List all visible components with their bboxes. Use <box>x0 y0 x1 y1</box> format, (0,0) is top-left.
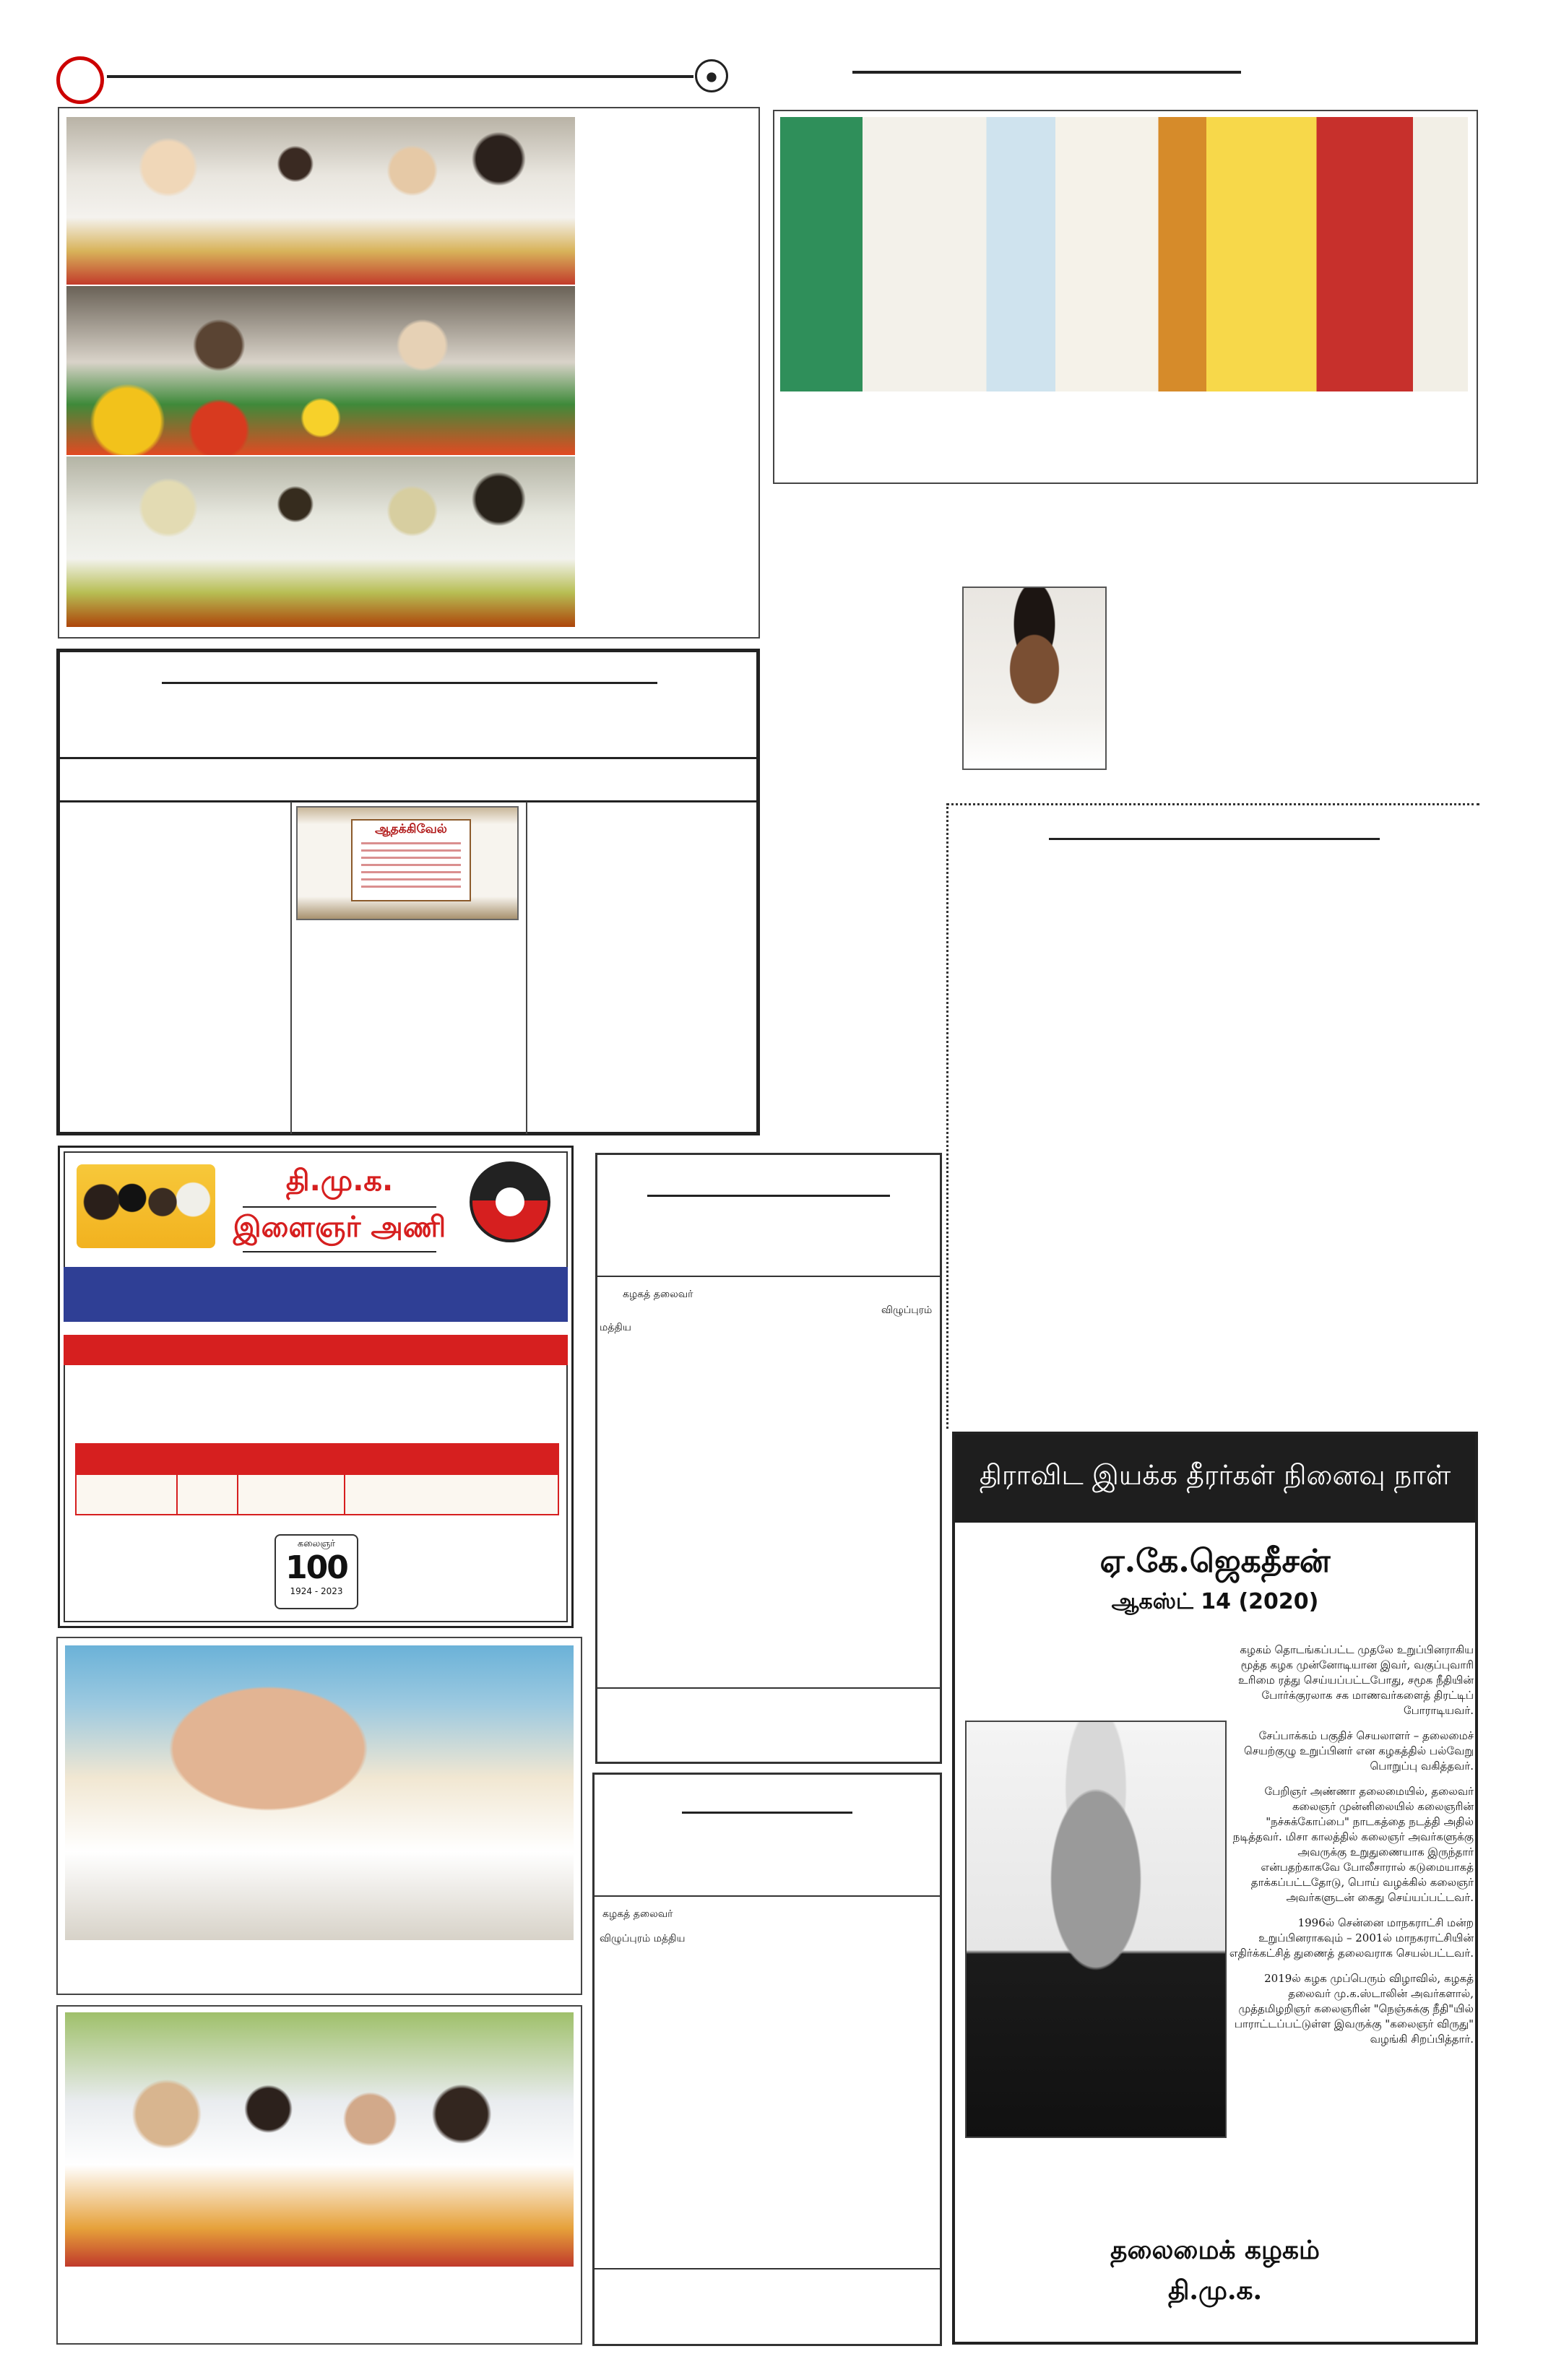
photo-portrait <box>962 587 1107 770</box>
notice-board-divider-1 <box>58 757 758 759</box>
youth-wing-name-rule-bottom <box>243 1251 436 1252</box>
masthead-rule <box>107 75 693 78</box>
notice-box-2-place-line: விழுப்புரம் மத்திய <box>600 1933 686 1944</box>
notice-box-1-region: மத்திய <box>600 1322 631 1333</box>
memorial-name: ஏ.கே.ஜெகதீசன் <box>1099 1543 1331 1580</box>
photo-ceremony <box>65 2012 574 2267</box>
notice-box-2 <box>592 1773 942 2346</box>
schedule-col-line-3 <box>344 1443 345 1515</box>
right-dotted-box <box>946 803 1479 1429</box>
memorial-paragraph: 1996ல் சென்னை மாநகராட்சி மன்ற உறுப்பினராகவும் – 2001ல் மாநகராட்சியின் எதிர்க்கட்சித் துணைத் தலைவராக செயல்பட்டவர். <box>1229 1916 1474 1960</box>
notice-box-1-place: விழுப்புரம் <box>881 1304 933 1316</box>
photo-kalaignar-banner-tribute <box>65 1645 574 1940</box>
centenary-number: 100 <box>285 1549 347 1586</box>
kalaignar-100-logo <box>275 1534 358 1609</box>
memorial-paragraph: 2019ல் கழக முப்பெரும் விழாவில், கழகத் தலைவர் மு.க.ஸ்டாலின் அவர்களால், முத்தமிழறிஞர் கலைஞரின் "நெஞ்சுக்கு நீதி"யில் பாராட்டப்பட்டுள்ள இவருக்கு "கலைஞர் விருது" வழங்கி சிறப்பித்தார். <box>1234 1972 1474 2046</box>
centenary-years: 1924 - 2023 <box>290 1586 343 1596</box>
photo-leaders-tribute <box>66 117 575 285</box>
memorial-biography <box>1228 1643 1474 2057</box>
right-dotted-box-title-rule <box>1049 838 1380 840</box>
memorial-signature-1: தலைமைக் கழகம் <box>1110 2235 1320 2265</box>
photo-mourners <box>66 456 575 627</box>
youth-wing-name: இளைஞர் அணி <box>233 1211 446 1244</box>
schedule-table-header <box>75 1443 559 1474</box>
notice-box-1-divider <box>597 1276 941 1277</box>
name-board-heading: ஆதக்கிவேல் <box>375 822 447 836</box>
memorial-paragraph: பேறிஞர் அண்ணா தலைமையில், தலைவர் கலைஞர் முன்னிலையில் கலைஞரின் "நச்சுக்கோப்பை" நாடகத்தை நடத்தி அதில் நடித்தவர். மிசா காலத்தில் கலைஞர் அவர்களுக்கு அவருக்கு உறுதுணையாக இருந்தார் என்பதற்காகவே போலீசாரால் கடுமையாகத் தாக்கப்பட்டதோடு, பொய் வழக்கில் கலைஞர் அவர்களுடன் கைது செய்யப்பட்டவர். <box>1232 1785 1474 1904</box>
memorial-paragraph: சேப்பாக்கம் பகுதிச் செயலாளர் – தலைமைச் செயற்குழு உறுப்பினர் என கழகத்தில் பல்வேறு பொறுப்பு வகித்தவர். <box>1244 1729 1474 1773</box>
schedule-col-line-2 <box>237 1443 238 1515</box>
blue-band <box>64 1267 568 1322</box>
notice-board-divider-2 <box>58 800 758 802</box>
photo-floral-tribute <box>66 286 575 455</box>
centenary-top-text: கலைஞர் <box>297 1539 336 1549</box>
youth-wing-emblem-center <box>496 1187 524 1216</box>
youth-wing-party-name: தி.மு.க. <box>285 1164 394 1198</box>
notice-board-col-line-1 <box>290 802 292 1134</box>
youth-wing-name-rule <box>243 1206 436 1208</box>
notice-box-1-title-rule <box>647 1195 890 1197</box>
notice-box-2-title-rule <box>682 1812 852 1814</box>
notice-box-2-divider-bottom <box>594 2268 941 2269</box>
masthead-rule-right <box>852 71 1241 74</box>
white-band <box>64 1322 568 1335</box>
memorial-paragraph: கழகம் தொடங்கப்பட்ட முதலே உறுப்பினராகிய மூத்த கழக முன்னோடியான இவர், வகுப்புவாரி உரிமை ரத்து செய்யப்பட்டபோது, சமூக நீதியின் போர்க்குரலாக சக மாணவர்களைத் திரட்டிப் போராடியவர். <box>1238 1643 1474 1717</box>
photo-house-opening <box>780 117 1468 391</box>
notice-box-2-leader-line: கழகத் தலைவர் <box>602 1908 673 1920</box>
memorial-header-text: திராவிட இயக்க தீரர்கள் நினைவு நாள் <box>979 1459 1451 1491</box>
notice-board-col-line-2 <box>526 802 527 1134</box>
party-symbol-icon <box>695 59 728 92</box>
schedule-col-line-1 <box>176 1443 178 1515</box>
memorial-date: ஆகஸ்ட் 14 (2020) <box>1111 1589 1319 1614</box>
photo-name-board <box>296 806 519 920</box>
notice-box-1-divider-bottom <box>597 1687 941 1689</box>
schedule-table-body <box>75 1474 559 1515</box>
name-board-lines <box>361 842 461 890</box>
youth-wing-emblem-icon <box>470 1161 550 1242</box>
notice-board-title-rule <box>162 682 657 684</box>
photo-memorial-portrait <box>965 1721 1227 2138</box>
memorial-signature-2: தி.மு.க. <box>1167 2275 1263 2306</box>
notice-box-2-divider <box>594 1895 941 1897</box>
leaders-photo-strip <box>77 1164 215 1248</box>
masthead-circle-logo <box>56 56 104 104</box>
notice-box-1 <box>595 1153 942 1764</box>
red-band <box>64 1335 568 1365</box>
notice-box-1-leader-line: கழகத் தலைவர் <box>623 1289 693 1300</box>
